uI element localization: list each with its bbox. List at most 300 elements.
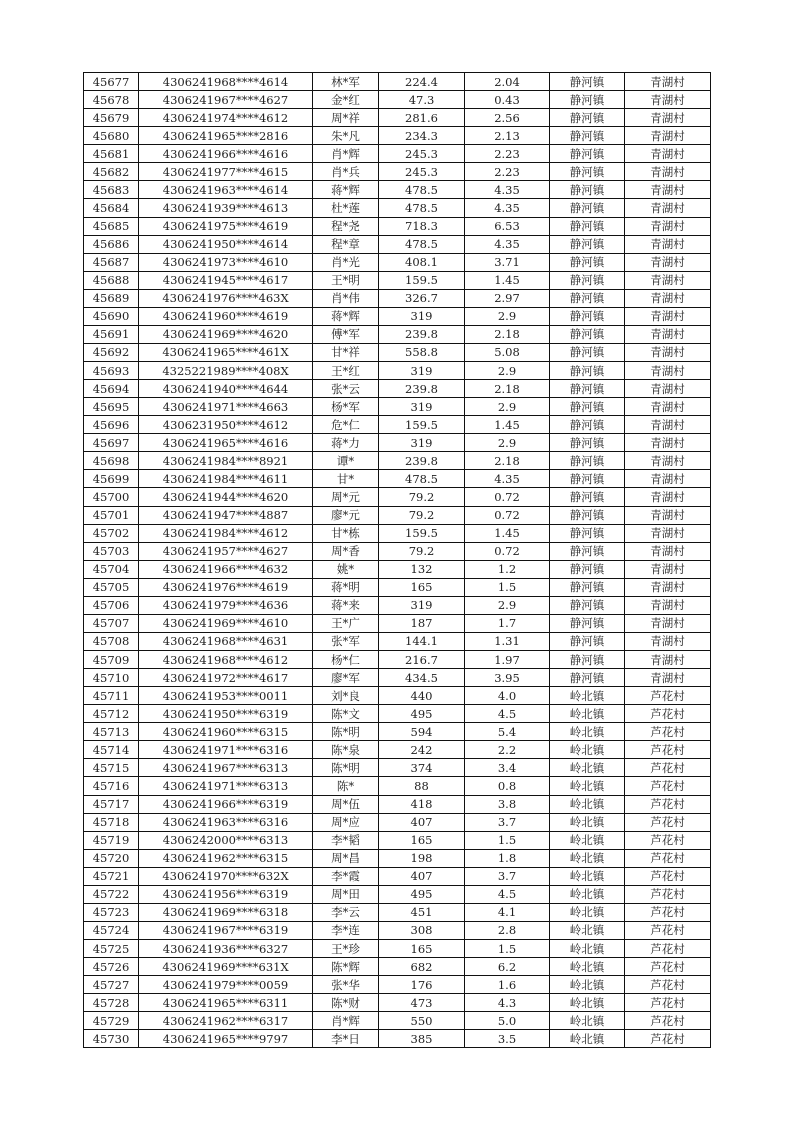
amount-cell: 187 [379,614,465,632]
id-number-cell: 4306241975****4619 [139,217,313,235]
serial-cell: 45708 [84,632,139,650]
serial-cell: 45709 [84,651,139,669]
name-cell: 周*田 [313,885,379,903]
table-row [84,253,711,271]
id-number-cell: 4306241984****8921 [139,452,313,470]
village-cell: 青湖村 [625,416,711,434]
id-number-cell: 4306241967****6313 [139,759,313,777]
town-cell: 静河镇 [550,578,625,596]
id-number-cell: 4306241984****4611 [139,470,313,488]
amount-cell: 132 [379,560,465,578]
table-row [84,759,711,777]
area-cell: 2.13 [465,127,550,145]
serial-cell: 45688 [84,271,139,289]
name-cell: 程*章 [313,235,379,253]
id-number-cell: 4306241953****0011 [139,687,313,705]
town-cell: 静河镇 [550,434,625,452]
town-cell: 静河镇 [550,560,625,578]
serial-cell: 45712 [84,705,139,723]
serial-cell: 45700 [84,488,139,506]
name-cell: 蒋*来 [313,596,379,614]
town-cell: 静河镇 [550,127,625,145]
village-cell: 青湖村 [625,578,711,596]
serial-cell: 45720 [84,849,139,867]
name-cell: 廖*元 [313,506,379,524]
town-cell: 静河镇 [550,669,625,687]
id-number-cell: 4306241962****6317 [139,1012,313,1030]
town-cell: 岭北镇 [550,831,625,849]
village-cell: 芦花村 [625,831,711,849]
id-number-cell: 4306241947****4887 [139,506,313,524]
name-cell: 蒋*力 [313,434,379,452]
town-cell: 静河镇 [550,145,625,163]
town-cell: 静河镇 [550,253,625,271]
amount-cell: 478.5 [379,235,465,253]
name-cell: 李*日 [313,1030,379,1048]
data-table [83,72,711,1048]
table-row [84,632,711,650]
amount-cell: 478.5 [379,470,465,488]
village-cell: 青湖村 [625,632,711,650]
serial-cell: 45694 [84,380,139,398]
area-cell: 1.45 [465,416,550,434]
town-cell: 静河镇 [550,506,625,524]
village-cell: 青湖村 [625,380,711,398]
village-cell: 青湖村 [625,325,711,343]
name-cell: 危*仁 [313,416,379,434]
village-cell: 芦花村 [625,813,711,831]
id-number-cell: 4306241972****4617 [139,669,313,687]
serial-cell: 45682 [84,163,139,181]
name-cell: 金*红 [313,91,379,109]
amount-cell: 281.6 [379,109,465,127]
table-row [84,452,711,470]
name-cell: 王*明 [313,271,379,289]
name-cell: 陈*财 [313,994,379,1012]
village-cell: 青湖村 [625,271,711,289]
name-cell: 李*霞 [313,867,379,885]
id-number-cell: 4306241957****4627 [139,542,313,560]
id-number-cell: 4306241976****463X [139,289,313,307]
area-cell: 3.7 [465,867,550,885]
town-cell: 岭北镇 [550,958,625,976]
village-cell: 青湖村 [625,398,711,416]
name-cell: 蒋*辉 [313,307,379,325]
village-cell: 青湖村 [625,91,711,109]
serial-cell: 45695 [84,398,139,416]
name-cell: 朱*凡 [313,127,379,145]
area-cell: 4.35 [465,181,550,199]
amount-cell: 165 [379,940,465,958]
serial-cell: 45680 [84,127,139,145]
name-cell: 傅*军 [313,325,379,343]
town-cell: 静河镇 [550,199,625,217]
area-cell: 0.8 [465,777,550,795]
village-cell: 芦花村 [625,759,711,777]
serial-cell: 45689 [84,289,139,307]
table-row [84,91,711,109]
id-number-cell: 4306241968****4614 [139,73,313,91]
name-cell: 廖*军 [313,669,379,687]
serial-cell: 45677 [84,73,139,91]
serial-cell: 45716 [84,777,139,795]
table-row [84,524,711,542]
table-row [84,994,711,1012]
area-cell: 4.35 [465,470,550,488]
village-cell: 芦花村 [625,723,711,741]
town-cell: 静河镇 [550,73,625,91]
table-row [84,958,711,976]
village-cell: 青湖村 [625,235,711,253]
table-row [84,145,711,163]
id-number-cell: 4325221989****408X [139,362,313,380]
serial-cell: 45711 [84,687,139,705]
name-cell: 张*军 [313,632,379,650]
area-cell: 5.0 [465,1012,550,1030]
table-row [84,362,711,380]
town-cell: 静河镇 [550,271,625,289]
name-cell: 李*韬 [313,831,379,849]
serial-cell: 45693 [84,362,139,380]
serial-cell: 45719 [84,831,139,849]
id-number-cell: 4306241967****4627 [139,91,313,109]
town-cell: 静河镇 [550,614,625,632]
id-number-cell: 4306241969****631X [139,958,313,976]
table-row [84,398,711,416]
amount-cell: 550 [379,1012,465,1030]
id-number-cell: 4306241966****4632 [139,560,313,578]
name-cell: 周*应 [313,813,379,831]
amount-cell: 374 [379,759,465,777]
serial-cell: 45692 [84,343,139,361]
area-cell: 0.72 [465,542,550,560]
name-cell: 周*元 [313,488,379,506]
amount-cell: 319 [379,434,465,452]
village-cell: 芦花村 [625,885,711,903]
name-cell: 甘*栋 [313,524,379,542]
table-row [84,940,711,958]
village-cell: 芦花村 [625,687,711,705]
village-cell: 青湖村 [625,307,711,325]
area-cell: 2.9 [465,434,550,452]
table-row [84,434,711,452]
amount-cell: 144.1 [379,632,465,650]
name-cell: 陈*泉 [313,741,379,759]
table-row [84,723,711,741]
town-cell: 岭北镇 [550,705,625,723]
town-cell: 岭北镇 [550,849,625,867]
id-number-cell: 4306241973****4610 [139,253,313,271]
id-number-cell: 4306241963****6316 [139,813,313,831]
area-cell: 4.35 [465,199,550,217]
table-row [84,921,711,939]
amount-cell: 79.2 [379,488,465,506]
village-cell: 青湖村 [625,109,711,127]
table-row [84,163,711,181]
village-cell: 青湖村 [625,596,711,614]
amount-cell: 242 [379,741,465,759]
area-cell: 1.2 [465,560,550,578]
id-number-cell: 4306241950****4614 [139,235,313,253]
amount-cell: 224.4 [379,73,465,91]
town-cell: 静河镇 [550,524,625,542]
serial-cell: 45681 [84,145,139,163]
town-cell: 静河镇 [550,542,625,560]
serial-cell: 45727 [84,976,139,994]
area-cell: 2.97 [465,289,550,307]
name-cell: 李*连 [313,921,379,939]
id-number-cell: 4306241965****461X [139,343,313,361]
id-number-cell: 4306231950****4612 [139,416,313,434]
town-cell: 静河镇 [550,596,625,614]
amount-cell: 558.8 [379,343,465,361]
area-cell: 4.0 [465,687,550,705]
village-cell: 芦花村 [625,1030,711,1048]
town-cell: 岭北镇 [550,867,625,885]
village-cell: 青湖村 [625,452,711,470]
serial-cell: 45725 [84,940,139,958]
village-cell: 青湖村 [625,181,711,199]
table-row [84,903,711,921]
serial-cell: 45718 [84,813,139,831]
town-cell: 岭北镇 [550,723,625,741]
name-cell: 王*广 [313,614,379,632]
area-cell: 2.56 [465,109,550,127]
serial-cell: 45724 [84,921,139,939]
village-cell: 青湖村 [625,434,711,452]
id-number-cell: 4306241967****6319 [139,921,313,939]
amount-cell: 239.8 [379,452,465,470]
town-cell: 岭北镇 [550,994,625,1012]
serial-cell: 45710 [84,669,139,687]
amount-cell: 478.5 [379,181,465,199]
village-cell: 芦花村 [625,777,711,795]
town-cell: 静河镇 [550,109,625,127]
amount-cell: 408.1 [379,253,465,271]
table-row [84,127,711,145]
serial-cell: 45678 [84,91,139,109]
serial-cell: 45684 [84,199,139,217]
name-cell: 周*祥 [313,109,379,127]
name-cell: 李*云 [313,903,379,921]
town-cell: 岭北镇 [550,903,625,921]
table-row [84,343,711,361]
amount-cell: 478.5 [379,199,465,217]
amount-cell: 47.3 [379,91,465,109]
village-cell: 芦花村 [625,976,711,994]
serial-cell: 45685 [84,217,139,235]
village-cell: 青湖村 [625,669,711,687]
table-row [84,741,711,759]
area-cell: 2.9 [465,596,550,614]
village-cell: 芦花村 [625,849,711,867]
town-cell: 岭北镇 [550,795,625,813]
name-cell: 周*伍 [313,795,379,813]
village-cell: 芦花村 [625,958,711,976]
name-cell: 肖*伟 [313,289,379,307]
town-cell: 岭北镇 [550,1012,625,1030]
amount-cell: 451 [379,903,465,921]
area-cell: 1.31 [465,632,550,650]
village-cell: 青湖村 [625,524,711,542]
amount-cell: 216.7 [379,651,465,669]
id-number-cell: 4306241969****6318 [139,903,313,921]
id-number-cell: 4306241976****4619 [139,578,313,596]
town-cell: 静河镇 [550,325,625,343]
amount-cell: 308 [379,921,465,939]
area-cell: 1.45 [465,524,550,542]
name-cell: 王*珍 [313,940,379,958]
amount-cell: 418 [379,795,465,813]
area-cell: 3.8 [465,795,550,813]
id-number-cell: 4306241971****6313 [139,777,313,795]
name-cell: 陈* [313,777,379,795]
town-cell: 静河镇 [550,163,625,181]
amount-cell: 79.2 [379,542,465,560]
table-row [84,578,711,596]
amount-cell: 88 [379,777,465,795]
name-cell: 姚* [313,560,379,578]
town-cell: 静河镇 [550,343,625,361]
amount-cell: 79.2 [379,506,465,524]
area-cell: 3.7 [465,813,550,831]
id-number-cell: 4306241944****4620 [139,488,313,506]
name-cell: 甘*祥 [313,343,379,361]
area-cell: 1.5 [465,831,550,849]
id-number-cell: 4306241962****6315 [139,849,313,867]
village-cell: 芦花村 [625,867,711,885]
area-cell: 1.5 [465,940,550,958]
serial-cell: 45714 [84,741,139,759]
id-number-cell: 4306241968****4631 [139,632,313,650]
id-number-cell: 4306241965****6311 [139,994,313,1012]
name-cell: 甘* [313,470,379,488]
table-row [84,289,711,307]
area-cell: 0.43 [465,91,550,109]
id-number-cell: 4306241977****4615 [139,163,313,181]
name-cell: 周*香 [313,542,379,560]
id-number-cell: 4306241979****4636 [139,596,313,614]
area-cell: 2.8 [465,921,550,939]
amount-cell: 239.8 [379,325,465,343]
area-cell: 3.71 [465,253,550,271]
amount-cell: 234.3 [379,127,465,145]
name-cell: 陈*文 [313,705,379,723]
name-cell: 肖*光 [313,253,379,271]
town-cell: 岭北镇 [550,687,625,705]
village-cell: 青湖村 [625,506,711,524]
table-row [84,1030,711,1048]
serial-cell: 45713 [84,723,139,741]
name-cell: 杨*军 [313,398,379,416]
town-cell: 静河镇 [550,470,625,488]
id-number-cell: 4306241974****4612 [139,109,313,127]
name-cell: 谭* [313,452,379,470]
serial-cell: 45715 [84,759,139,777]
area-cell: 1.45 [465,271,550,289]
town-cell: 静河镇 [550,289,625,307]
table-row [84,73,711,91]
serial-cell: 45730 [84,1030,139,1048]
village-cell: 青湖村 [625,343,711,361]
name-cell: 陈*明 [313,759,379,777]
amount-cell: 718.3 [379,217,465,235]
village-cell: 青湖村 [625,163,711,181]
area-cell: 1.7 [465,614,550,632]
table-row [84,795,711,813]
table-row [84,217,711,235]
village-cell: 芦花村 [625,705,711,723]
name-cell: 陈*辉 [313,958,379,976]
table-row [84,199,711,217]
area-cell: 5.08 [465,343,550,361]
amount-cell: 594 [379,723,465,741]
amount-cell: 176 [379,976,465,994]
village-cell: 青湖村 [625,289,711,307]
serial-cell: 45699 [84,470,139,488]
area-cell: 0.72 [465,488,550,506]
area-cell: 2.2 [465,741,550,759]
name-cell: 肖*辉 [313,1012,379,1030]
table-row [84,542,711,560]
area-cell: 3.5 [465,1030,550,1048]
amount-cell: 159.5 [379,524,465,542]
id-number-cell: 4306241950****6319 [139,705,313,723]
amount-cell: 495 [379,885,465,903]
name-cell: 周*昌 [313,849,379,867]
area-cell: 1.97 [465,651,550,669]
id-number-cell: 4306242000****6313 [139,831,313,849]
amount-cell: 159.5 [379,416,465,434]
serial-cell: 45707 [84,614,139,632]
table-row [84,506,711,524]
amount-cell: 165 [379,578,465,596]
name-cell: 杨*仁 [313,651,379,669]
area-cell: 4.35 [465,235,550,253]
table-row [84,885,711,903]
town-cell: 岭北镇 [550,813,625,831]
table-row [84,976,711,994]
village-cell: 青湖村 [625,488,711,506]
town-cell: 静河镇 [550,488,625,506]
name-cell: 肖*兵 [313,163,379,181]
id-number-cell: 4306241969****4610 [139,614,313,632]
town-cell: 静河镇 [550,380,625,398]
id-number-cell: 4306241960****4619 [139,307,313,325]
table-row [84,831,711,849]
id-number-cell: 4306241965****2816 [139,127,313,145]
serial-cell: 45726 [84,958,139,976]
area-cell: 1.8 [465,849,550,867]
amount-cell: 495 [379,705,465,723]
table-row [84,307,711,325]
id-number-cell: 4306241969****4620 [139,325,313,343]
table-row [84,380,711,398]
town-cell: 岭北镇 [550,741,625,759]
id-number-cell: 4306241979****0059 [139,976,313,994]
serial-cell: 45703 [84,542,139,560]
town-cell: 岭北镇 [550,940,625,958]
town-cell: 静河镇 [550,217,625,235]
id-number-cell: 4306241971****6316 [139,741,313,759]
id-number-cell: 4306241968****4612 [139,651,313,669]
serial-cell: 45722 [84,885,139,903]
serial-cell: 45696 [84,416,139,434]
serial-cell: 45679 [84,109,139,127]
amount-cell: 165 [379,831,465,849]
amount-cell: 198 [379,849,465,867]
village-cell: 芦花村 [625,903,711,921]
